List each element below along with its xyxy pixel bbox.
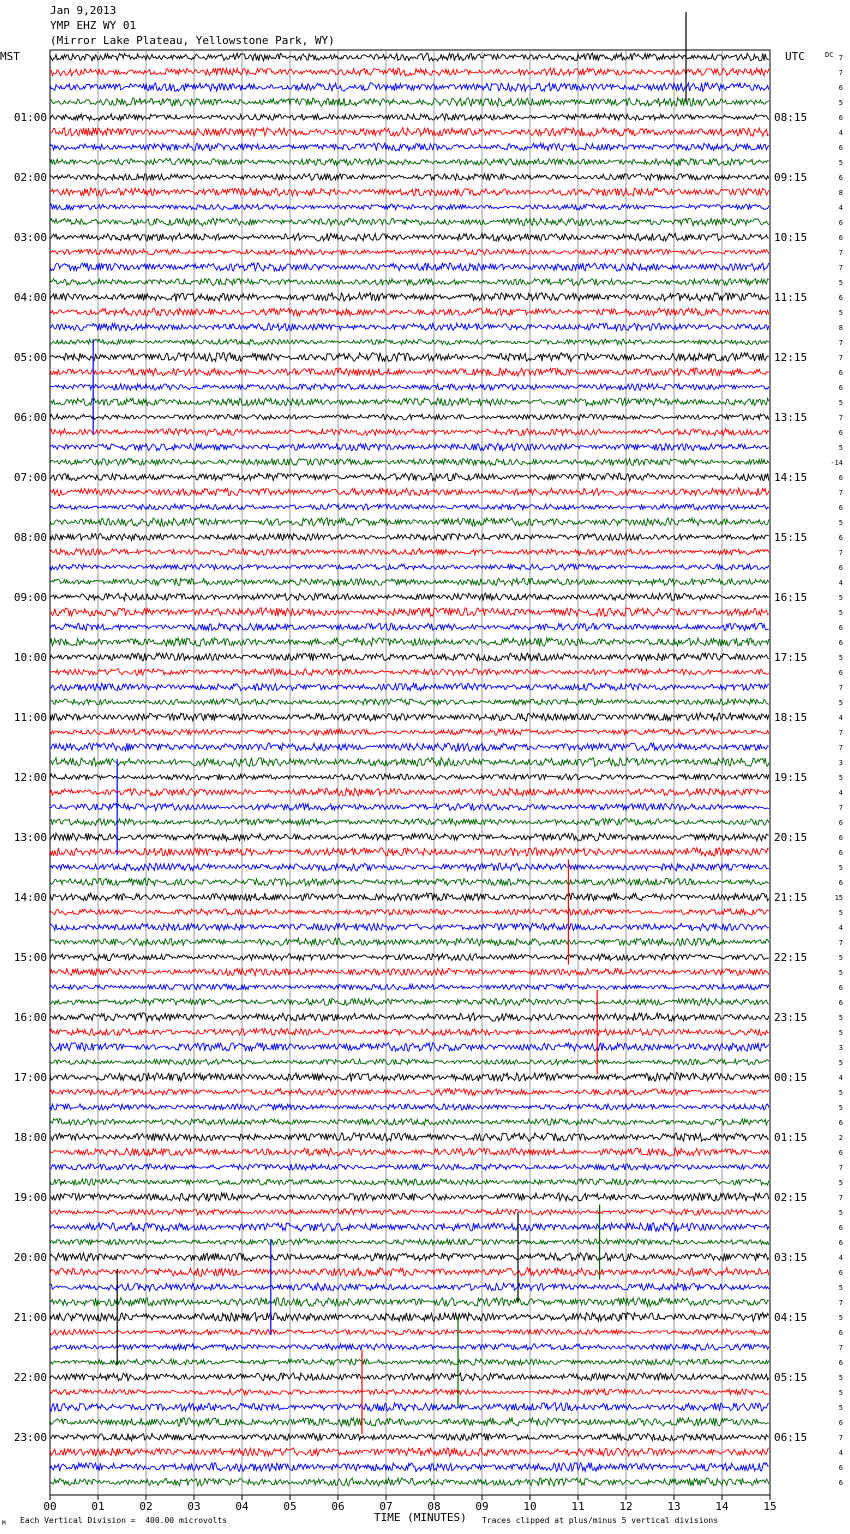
dc-offset-value: 6 [838,984,843,992]
trace-row [50,999,769,1006]
dc-offset-value: 5 [838,654,843,662]
x-tick-label: 07 [379,1500,393,1513]
dc-offset-value: 5 [838,1284,843,1292]
trace-row [50,608,769,617]
dc-offset-value: 5 [838,1059,843,1067]
hour-label-right: 12:15 [774,351,808,364]
dc-offset-value: 7 [838,744,843,752]
x-tick-label: 00 [43,1500,57,1513]
dc-offset-value: 5 [838,969,843,977]
trace-row [50,653,769,661]
dc-offset-value: 6 [838,1464,843,1472]
trace-row [50,638,769,647]
dc-offset-value: 5 [838,279,843,287]
dc-offset-value: 6 [838,474,843,482]
x-tick-label: 12 [619,1500,633,1513]
dc-offset-value: 6 [838,1239,843,1247]
hour-label-right: 17:15 [774,651,808,664]
hour-label-left: 23:00 [13,1431,47,1444]
hour-label-left: 09:00 [13,591,47,604]
x-tick-label: 03 [187,1500,201,1513]
hour-label-right: 03:15 [774,1251,808,1264]
trace-row [50,878,769,885]
dc-offset-value: 6 [838,384,843,392]
dc-offset-value: 7 [838,69,843,77]
trace-row [50,774,769,780]
dc-offset-value: 6 [838,234,843,242]
trace-row [50,923,769,931]
trace-row [50,984,769,990]
trace-row [50,1448,769,1456]
dc-offset-value: 6 [838,114,843,122]
hour-label-right: 22:15 [774,951,808,964]
dc-offset-value: 7 [838,684,843,692]
x-tick-label: 13 [667,1500,681,1513]
station-location: (Mirror Lake Plateau, Yellowstone Park, WY) [50,34,335,47]
trace-row [50,218,769,226]
trace-row [50,83,769,92]
dc-offset-value: 3 [838,1044,843,1052]
dc-offset-value: 6 [838,84,843,92]
dc-offset-value: 6 [838,1149,843,1157]
trace-row [50,713,769,721]
hour-label-left: 15:00 [13,951,47,964]
dc-offset-value: 5 [838,1179,843,1187]
dc-offset-value: 15 [834,894,843,902]
dc-offset-value: 6 [838,369,843,377]
hour-label-right: 05:15 [774,1371,808,1384]
dc-offset-value: 4 [838,1254,843,1262]
dc-offset-value: 6 [838,1224,843,1232]
trace-row [50,204,769,210]
x-tick-label: 01 [91,1500,105,1513]
dc-offset-value: 5 [838,1374,843,1382]
trace-row [50,1329,769,1335]
trace-row [50,893,769,901]
trace-row [50,1283,769,1291]
trace-row [50,699,769,705]
trace-row [50,98,769,107]
dc-offset-value: 5 [838,159,843,167]
trace-row [50,1223,769,1231]
dc-offset-value: 6 [838,879,843,887]
trace-row [50,279,769,286]
x-tick-label: 09 [475,1500,489,1513]
dc-offset-value: 7 [838,729,843,737]
dc-offset-value: 4 [838,1074,843,1082]
dc-offset-value: -14 [830,459,843,467]
x-tick-label: 05 [283,1500,297,1513]
trace-row [50,488,769,496]
trace-row [50,143,769,151]
dc-offset-value: 5 [838,444,843,452]
hour-label-left: 16:00 [13,1011,47,1024]
trace-row [50,1359,769,1365]
hour-label-right: 23:15 [774,1011,808,1024]
dc-offset-value: 6 [838,849,843,857]
trace-row [50,174,769,181]
trace-row [50,1239,769,1245]
trace-row [50,788,769,796]
trace-row [50,1418,769,1427]
hour-label-left: 17:00 [13,1071,47,1084]
trace-row [50,1478,769,1486]
hour-label-right: 10:15 [774,231,808,244]
hour-label-right: 08:15 [774,111,808,124]
dc-offset-value: 6 [838,294,843,302]
dc-offset-value: 5 [838,309,843,317]
trace-row [50,158,769,165]
hour-label-right: 21:15 [774,891,808,904]
dc-offset-value: 5 [838,594,843,602]
clip-note: Traces clipped at plus/minus 5 vertical divisions [482,1516,719,1525]
dc-offset-value: 6 [838,1329,843,1337]
hour-label-right: 16:15 [774,591,808,604]
hour-label-left: 01:00 [13,111,47,124]
right-timezone-label: UTC [785,50,805,63]
dc-offset-value: 6 [838,219,843,227]
hour-label-left: 14:00 [13,891,47,904]
hour-label-right: 11:15 [774,291,808,304]
trace-row [50,1179,769,1185]
trace-row [50,1389,769,1395]
dc-offset-value: 7 [838,264,843,272]
dc-offset-value: 5 [838,1089,843,1097]
trace-row [50,353,769,362]
x-tick-label: 14 [715,1500,729,1513]
hour-label-left: 11:00 [13,711,47,724]
plot-date: Jan 9,2013 [50,4,117,17]
trace-row [50,398,769,406]
dc-offset-value: 4 [838,1449,843,1457]
hour-label-right: 01:15 [774,1131,808,1144]
trace-row [50,803,769,810]
dc-offset-value: 4 [838,789,843,797]
dc-offset-value: 5 [838,864,843,872]
trace-row [50,683,769,691]
trace-row [50,114,769,120]
trace-row [50,384,769,390]
trace-row [50,1073,769,1082]
hour-label-right: 15:15 [774,531,808,544]
trace-row [50,429,769,436]
dc-offset-value: 6 [838,1119,843,1127]
trace-row [50,1059,769,1065]
hour-label-right: 13:15 [774,411,808,424]
trace-row [50,323,769,331]
trace-row [50,293,769,302]
dc-offset-value: 5 [838,519,843,527]
trace-row [50,1133,769,1141]
dc-offset-value: 5 [838,1029,843,1037]
hour-label-left: 03:00 [13,231,47,244]
dc-offset-value: 7 [838,1164,843,1172]
trace-row [50,1089,769,1096]
trace-row [50,473,769,481]
hour-label-left: 04:00 [13,291,47,304]
trace-row [50,623,769,630]
dc-offset-value: 6 [838,1479,843,1487]
corner-mark: M [2,1520,6,1527]
dc-offset-value: 5 [838,1389,843,1397]
hour-label-left: 20:00 [13,1251,47,1264]
dc-offset-value: 5 [838,399,843,407]
dc-offset-value: 4 [838,204,843,212]
dc-offset-value: 6 [838,534,843,542]
trace-row [50,308,769,316]
dc-offset-value: 6 [838,429,843,437]
dc-offset-value: 7 [838,1434,843,1442]
hour-label-right: 00:15 [774,1071,808,1084]
trace-row [50,819,769,826]
trace-row [50,1268,769,1277]
hour-label-left: 06:00 [13,411,47,424]
trace-row [50,188,769,196]
dc-offset-value: 6 [838,834,843,842]
dc-offset-value: 7 [838,489,843,497]
x-tick-label: 06 [331,1500,345,1513]
trace-row [50,1344,769,1350]
dc-offset-value: 8 [838,324,843,332]
hour-label-left: 05:00 [13,351,47,364]
trace-row [50,1193,769,1201]
dc-offset-value: 5 [838,774,843,782]
x-tick-label: 08 [427,1500,441,1513]
trace-row [50,368,769,376]
dc-offset-value: 5 [838,1314,843,1322]
dc-offset-value: 7 [838,1299,843,1307]
scale-note: Each Vertical Division = 400.00 microvolts [20,1516,228,1525]
trace-row [50,758,769,767]
dc-offset-value: 6 [838,144,843,152]
hour-label-right: 04:15 [774,1311,808,1324]
trace-row [50,969,769,976]
station-name: YMP EHZ WY 01 [50,19,137,32]
dc-offset-value: 7 [838,1194,843,1202]
hour-label-right: 09:15 [774,171,808,184]
trace-row [50,863,769,871]
hour-label-left: 22:00 [13,1371,47,1384]
trace-row [50,1119,769,1125]
hour-label-left: 13:00 [13,831,47,844]
dc-offset-value: 7 [838,549,843,557]
trace-row [50,669,769,676]
hour-label-right: 20:15 [774,831,808,844]
dc-offset-value: 5 [838,954,843,962]
x-tick-label: 04 [235,1500,249,1513]
x-tick-label: 15 [763,1500,777,1513]
trace-row [50,1403,769,1411]
hour-label-left: 08:00 [13,531,47,544]
trace-row [50,743,769,751]
dc-offset-value: 4 [838,129,843,137]
trace-row [50,1373,769,1381]
trace-row [50,1253,769,1261]
dc-offset-value: 2 [838,1134,843,1142]
hour-label-left: 21:00 [13,1311,47,1324]
dc-offset-value: 7 [838,339,843,347]
dc-offset-value: 6 [838,174,843,182]
trace-row [50,1043,769,1051]
trace-row [50,443,769,450]
trace-row [50,848,769,857]
dc-offset-value: 5 [838,699,843,707]
dc-offset-value: 4 [838,714,843,722]
trace-row [50,578,769,585]
dc-offset-value: 8 [838,189,843,197]
trace-row [50,233,769,241]
trace-row [50,954,769,961]
dc-offset-value: 5 [838,1404,843,1412]
hour-label-right: 06:15 [774,1431,808,1444]
trace-row [50,564,769,570]
hour-label-left: 18:00 [13,1131,47,1144]
dc-offset-value: 7 [838,354,843,362]
trace-row [50,549,769,556]
trace-row [50,1148,769,1156]
dc-offset-value: 4 [838,924,843,932]
trace-row [50,729,769,735]
trace-row [50,459,769,466]
dc-offset-value: 3 [838,759,843,767]
trace-row [50,504,769,510]
trace-row [50,339,769,345]
dc-offset-value: 6 [838,1419,843,1427]
dc-offset-value: 6 [838,1269,843,1277]
dc-offset-value: 6 [838,819,843,827]
trace-row [50,1313,769,1322]
hour-label-left: 19:00 [13,1191,47,1204]
trace-row [50,1029,769,1036]
dc-offset-value: 5 [838,1104,843,1112]
dc-offset-value: 7 [838,939,843,947]
hour-label-right: 02:15 [774,1191,808,1204]
x-axis-title: TIME (MINUTES) [374,1511,467,1524]
dc-offset-value: 6 [838,999,843,1007]
hour-label-left: 07:00 [13,471,47,484]
trace-row [50,938,769,946]
dc-offset-value: 6 [838,1359,843,1367]
dc-offset-value: 7 [838,804,843,812]
trace-row [50,1463,769,1472]
hour-label-left: 02:00 [13,171,47,184]
hour-label-right: 14:15 [774,471,808,484]
dc-offset-value: 5 [838,99,843,107]
trace-row [50,909,769,915]
dc-offset-value: 7 [838,414,843,422]
dc-offset-value: 5 [838,1209,843,1217]
dc-offset-value: 7 [838,249,843,257]
trace-row [50,1013,769,1021]
dc-offset-value: 5 [838,1014,843,1022]
dc-offset-value: 6 [838,624,843,632]
hour-label-right: 18:15 [774,711,808,724]
trace-row [50,1209,769,1215]
trace-row [50,263,769,271]
trace-row [50,414,769,420]
trace-row [50,593,769,600]
hour-label-left: 12:00 [13,771,47,784]
trace-row [50,518,769,526]
x-tick-label: 11 [571,1500,585,1513]
dc-offset-value: 6 [838,669,843,677]
dc-offset-value: 5 [838,909,843,917]
dc-offset-value: 5 [838,609,843,617]
left-timezone-label: MST [0,50,20,63]
trace-row [50,1298,769,1307]
x-tick-label: 10 [523,1500,537,1513]
trace-row [50,534,769,541]
trace-row [50,53,769,61]
dc-offset-value: 6 [838,564,843,572]
trace-row [50,128,769,137]
dc-offset-value: 7 [838,54,843,62]
dc-offset-value: 7 [838,1344,843,1352]
hour-label-right: 19:15 [774,771,808,784]
trace-row [50,68,769,76]
hour-label-left: 10:00 [13,651,47,664]
dc-offset-value: 6 [838,639,843,647]
trace-row [50,1164,769,1170]
trace-row [50,1434,769,1441]
dc-offset-value: 4 [838,579,843,587]
x-tick-label: 02 [139,1500,153,1513]
trace-row [50,1104,769,1110]
trace-row [50,249,769,255]
trace-row [50,833,769,841]
dc-label: DC [825,51,834,59]
dc-offset-value: 6 [838,504,843,512]
